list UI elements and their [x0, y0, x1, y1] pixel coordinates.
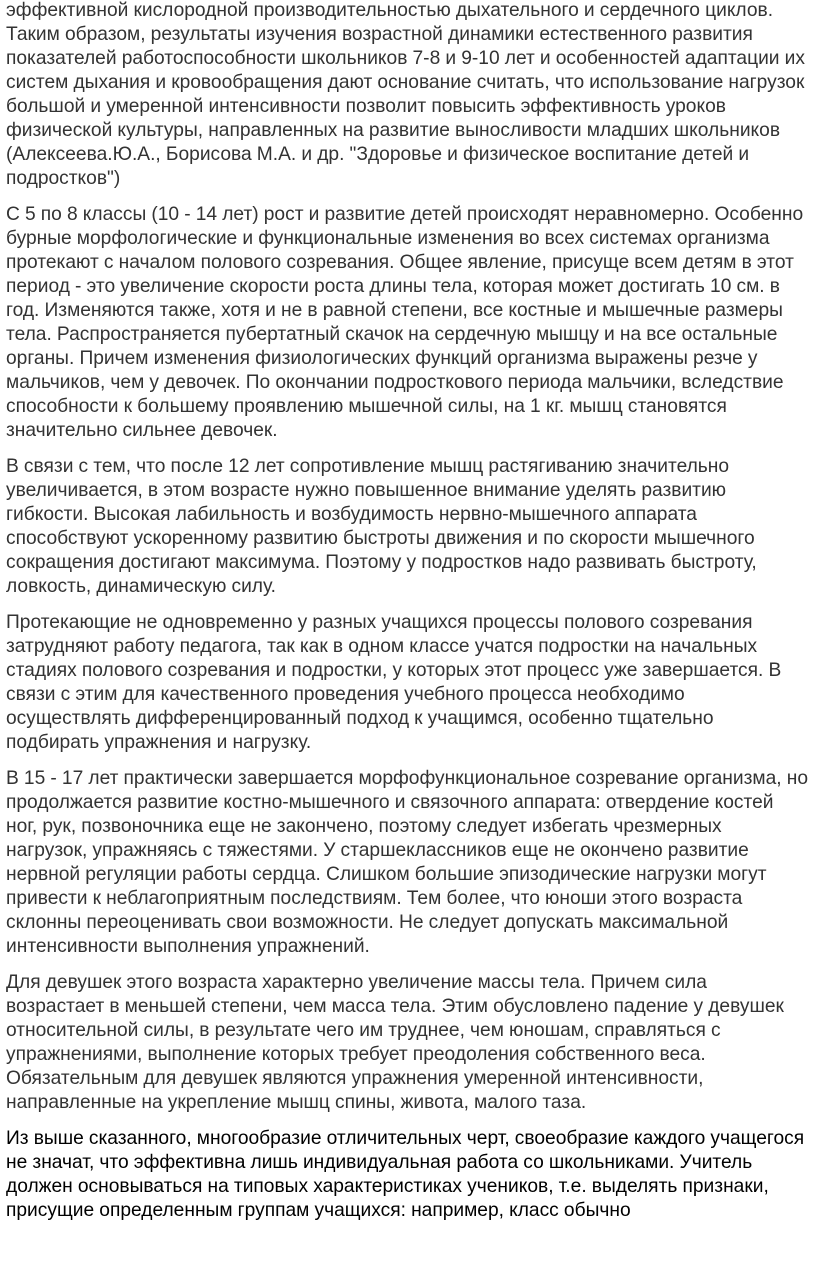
paragraph-5: В 15 - 17 лет практически завершается морфофункциональное созревание организма, но продолжается развитие костно-мышечного и связочного аппарата: отвердение костей ног, рук, позвоночника еще не закончено, поэтому следует избегать чрезмерных нагрузок, упражняясь с тяжестями. У старшеклассников еще не окончено развитие нервной регуляции работы сердца. Слишком большие эпизодические нагрузки могут привести к неблагоприятным последствиям. Тем более, что юноши этого возраста склонны переоценивать свои возможности. Не следует допускать максимальной интенсивности выполнения упражнений.	[6, 768, 808, 957]
paragraph-1: эффективной кислородной производительностью дыхательного и сердечного циклов. Таким образом, результаты изучения возрастной динамики естественного развития показателей работоспособности школьников 7-8 и 9-10 лет и особенностей адаптации их систем дыхания и кровообращения дают основание считать, что использование нагрузок большой и умеренной интенсивности позволит повысить эффективность уроков физической культуры, направленных на развитие выносливости младших школьников (Алексеева.Ю.А., Борисова М.А. и др. "Здоровье и физическое воспитание детей и подростков")	[6, 0, 805, 189]
paragraph-3: В связи с тем, что после 12 лет сопротивление мышц растягиванию значительно увеличивается, в этом возрасте нужно повышенное внимание уделять развитию гибкости. Высокая лабильность и возбудимость нервно-мышечного аппарата способствуют ускоренному развитию быстроты движения и по скорости мышечного сокращения достигают максимума. Поэтому у подростков надо развивать быстроту, ловкость, динамическую силу.	[6, 456, 757, 597]
paragraph-4: Протекающие не одновременно у разных учащихся процессы полового созревания затрудняют работу педагога, так как в одном классе учатся подростки на начальных стадиях полового созревания и подростки, у которых этот процесс уже завершается. В связи с этим для качественного проведения учебного процесса необходимо осуществлять дифференцированный подход к учащимся, особенно тщательно подбирать упражнения и нагрузку.	[6, 612, 782, 753]
paragraph-2: С 5 по 8 классы (10 - 14 лет) рост и развитие детей происходят неравномерно. Особенно бурные морфологические и функциональные изменения во всех системах организма протекают с началом полового созревания. Общее явление, присуще всем детям в этот период - это увеличение скорости роста длины тела, которая может достигать 10 см. в год. Изменяются также, хотя и не в равной степени, все костные и мышечные размеры тела. Распространяется пубертатный скачок на сердечную мышцу и на все остальные органы. Причем изменения физиологических функций организма выражены резче у мальчиков, чем у девочек. По окончании подросткового периода мальчики, вследствие способности к большему проявлению мышечной силы, на 1 кг. мышц становятся значительно сильнее девочек.	[6, 204, 804, 441]
paragraph-6: Для девушек этого возраста характерно увеличение массы тела. Причем сила возрастает в меньшей степени, чем масса тела. Этим обусловлено падение у девушек относительной силы, в результате чего им труднее, чем юношам, справляться с упражнениями, выполнение которых требует преодоления собственного веса. Обязательным для девушек являются упражнения умеренной интенсивности, направленные на укрепление мышц спины, живота, малого таза.	[6, 972, 784, 1113]
paragraph-7: Из выше сказанного, многообразие отличительных черт, своеобразие каждого учащегося не значат, что эффективна лишь индивидуальная работа со школьниками. Учитель должен основываться на типовых характеристиках учеников, т.е. выделять признаки, присущие определенным группам учащихся: например, класс обычно	[6, 1128, 805, 1221]
